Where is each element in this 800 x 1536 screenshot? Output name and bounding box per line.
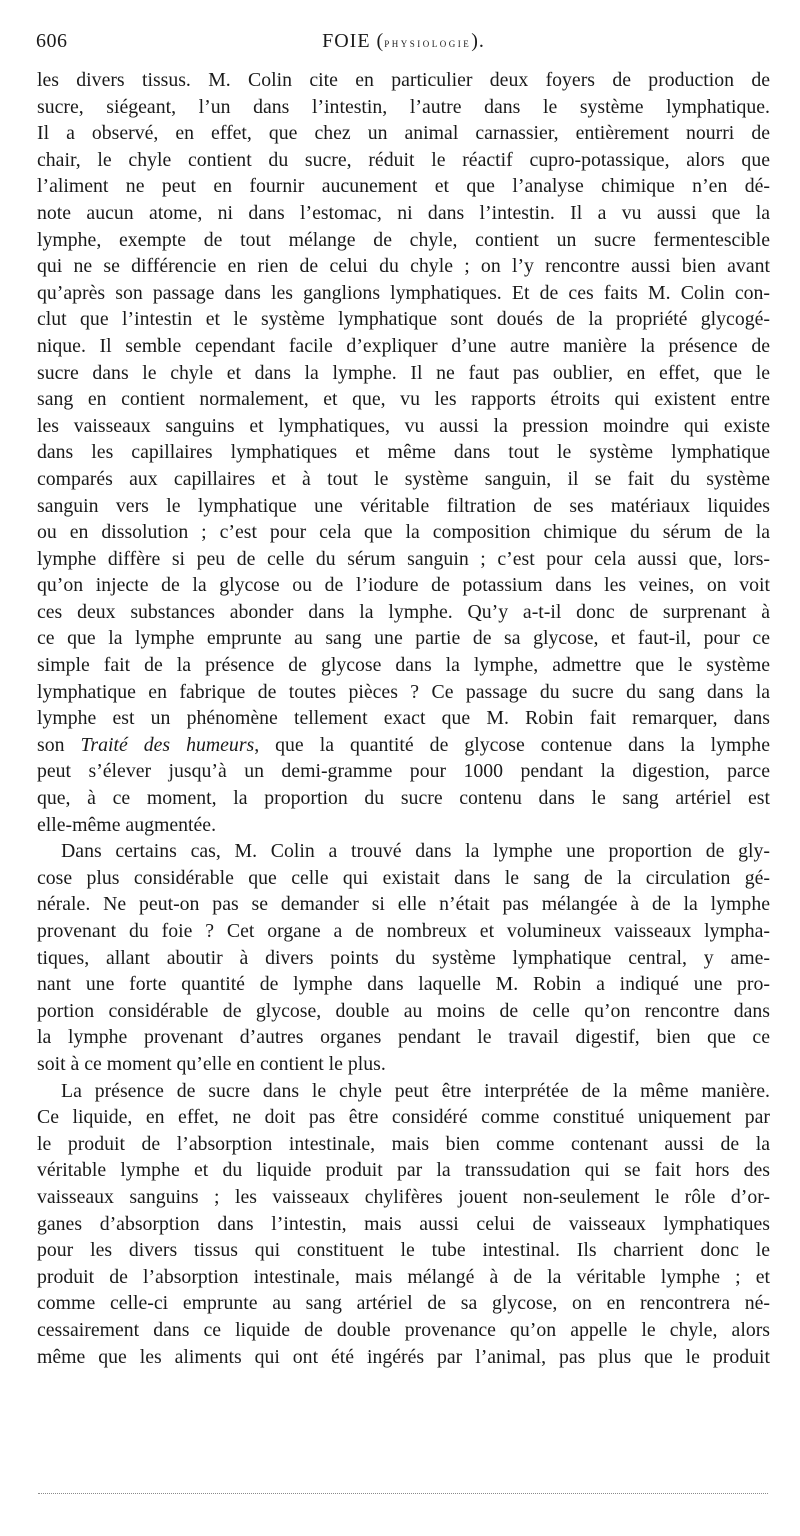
text-line: produit de l’absorption intestinale, mais mélangé à de la véritable lymphe ; et [37,1265,770,1288]
text-line: cessairement dans ce liquide de double provenance qu’on appelle le chyle, alors [37,1318,770,1341]
text-line: nérale. Ne peut-on pas se demander si elle n’était pas mélangée à de la lymphe [37,893,770,916]
running-title [36,30,771,53]
text-line: peut s’élever jusqu’à un demi-gramme pour 1000 pendant la digestion, parce [37,760,770,783]
running-title-main: FOIE ( [322,30,385,52]
text-line: Dans certains cas, M. Colin a trouvé dans la lymphe une proportion de gly- [61,840,770,863]
text-line: comparés aux capillaires et à tout le système sanguin, il se fait du système [37,467,770,490]
text-line: cose plus considérable que celle qui existait dans le sang de la circulation gé- [37,866,770,889]
text-line: véritable lymphe et du liquide produit par la transsudation qui se fait hors des [37,1159,770,1182]
text-line: note aucun atome, ni dans l’estomac, ni dans l’intestin. Il a vu aussi que la [37,201,770,224]
text-line: l’aliment ne peut en fournir aucunement et que l’analyse chimique n’en dé- [37,175,770,198]
text-line: que, à ce moment, la proportion du sucre contenu dans le sang artériel est [37,787,770,810]
text-line: sang en contient normalement, et que, vu les rapports étroits qui existent entre [37,388,770,411]
text-line: sucre dans le chyle et dans la lymphe. Il ne faut pas oublier, en effet, que le [37,361,770,384]
text-line: La présence de sucre dans le chyle peut être interprétée de la même manière. [61,1079,770,1102]
page-number: 606 [36,30,68,52]
text-line: portion considérable de glycose, double au moins de celle qu’on rencontre dans [37,999,770,1022]
text-line: même que les aliments qui ont été ingérés par l’animal, pas plus que le produit [37,1345,770,1368]
text-line: qui ne se différencie en rien de celui du chyle ; on l’y rencontre aussi bien avant [37,255,770,278]
footer-dotted-rule [38,1493,768,1494]
text-line: soit à ce moment qu’elle en contient le plus. [37,1052,386,1075]
text-line: les divers tissus. M. Colin cite en particulier deux foyers de production de [37,69,770,91]
text-line: pour les divers tissus qui constituent le tube intestinal. Ils charrient donc le [37,1239,770,1262]
text-line: lymphe diffère si peu de celle du sérum sanguin ; c’est pour cela aussi que, lors- [37,547,770,570]
running-title-end: ). [471,30,485,52]
text-line: sanguin vers le lymphatique une véritable filtration de ses matériaux liquides [37,494,770,517]
text-line: qu’après son passage dans les ganglions lymphatiques. Et de ces faits M. Colin con- [37,281,770,304]
text-line: nique. Il semble cependant facile d’expliquer d’une autre manière la présence de [37,334,770,357]
text-line: chair, le chyle contient du sucre, réduit le réactif cupro-potassique, alors que [37,148,770,171]
text-line: Ce liquide, en effet, ne doit pas être considéré comme constitué uniquement par [37,1106,770,1129]
text-line: vaisseaux sanguins ; les vaisseaux chylifères jouent non-seulement le rôle d’or- [37,1185,770,1208]
text-line: lymphe est un phénomène tellement exact que M. Robin fait remarquer, dans [37,707,770,730]
body-text [37,67,770,1370]
text-line: elle-même augmentée. [37,813,217,836]
text-line: sucre, siégeant, l’un dans l’intestin, l’autre dans le système lymphatique. [37,95,770,118]
text-line: comme celle-ci emprunte au sang artériel de sa glycose, on en rencontrera né- [37,1292,770,1315]
text-line: la lymphe provenant d’autres organes pendant le travail digestif, bien que ce [37,1026,770,1049]
text-line: ganes d’absorption dans l’intestin, mais aussi celui de vaisseaux lymphatiques [37,1212,770,1235]
text-line: ce que la lymphe emprunte au sang une partie de sa glycose, et faut-il, pour ce [37,627,770,650]
text-line: dans les capillaires lymphatiques et même dans tout le système lymphatique [37,441,770,464]
book-title-italic: Traité des humeurs [80,733,255,756]
text-line: provenant du foie ? Cet organe a de nombreux et volumineux vaisseaux lympha- [37,920,770,942]
text-line: simple fait de la présence de glycose dans la lymphe, admettre que le système [37,654,770,677]
text-line: tiques, allant aboutir à divers points du système lymphatique central, y ame- [37,946,770,969]
text-line: lymphatique en fabrique de toutes pièces ? Ce passage du sucre du sang dans la [37,680,770,703]
text-line: lymphe, exempte de tout mélange de chyle, contient un sucre fermentescible [37,228,770,251]
text-line: nant une forte quantité de lymphe dans laquelle M. Robin a indiqué une pro- [37,973,770,996]
text-line: les vaisseaux sanguins et lymphatiques, vu aussi la pression moindre qui existe [37,414,770,437]
running-header [36,30,771,56]
text-line: le produit de l’absorption intestinale, mais bien comme contenant aussi de la [37,1132,770,1155]
text-line: ces deux substances abonder dans la lymphe. Qu’y a-t-il donc de surprenant à [37,600,770,623]
text-line: clut que l’intestin et le système lymphatique sont doués de la propriété glycogé- [37,308,770,331]
text-line: Il a observé, en effet, que chez un animal carnassier, entièrement nourri de [37,122,770,145]
text-line: ou en dissolution ; c’est pour cela que la composition chimique du sérum de la [37,521,770,544]
text-line: qu’on injecte de la glycose ou de l’iodure de potassium dans les veines, on voit [37,574,770,597]
text-line: son Traité des humeurs, que la quantité de glycose contenue dans la lymphe [37,733,770,756]
running-title-section: physiologie [384,35,472,50]
